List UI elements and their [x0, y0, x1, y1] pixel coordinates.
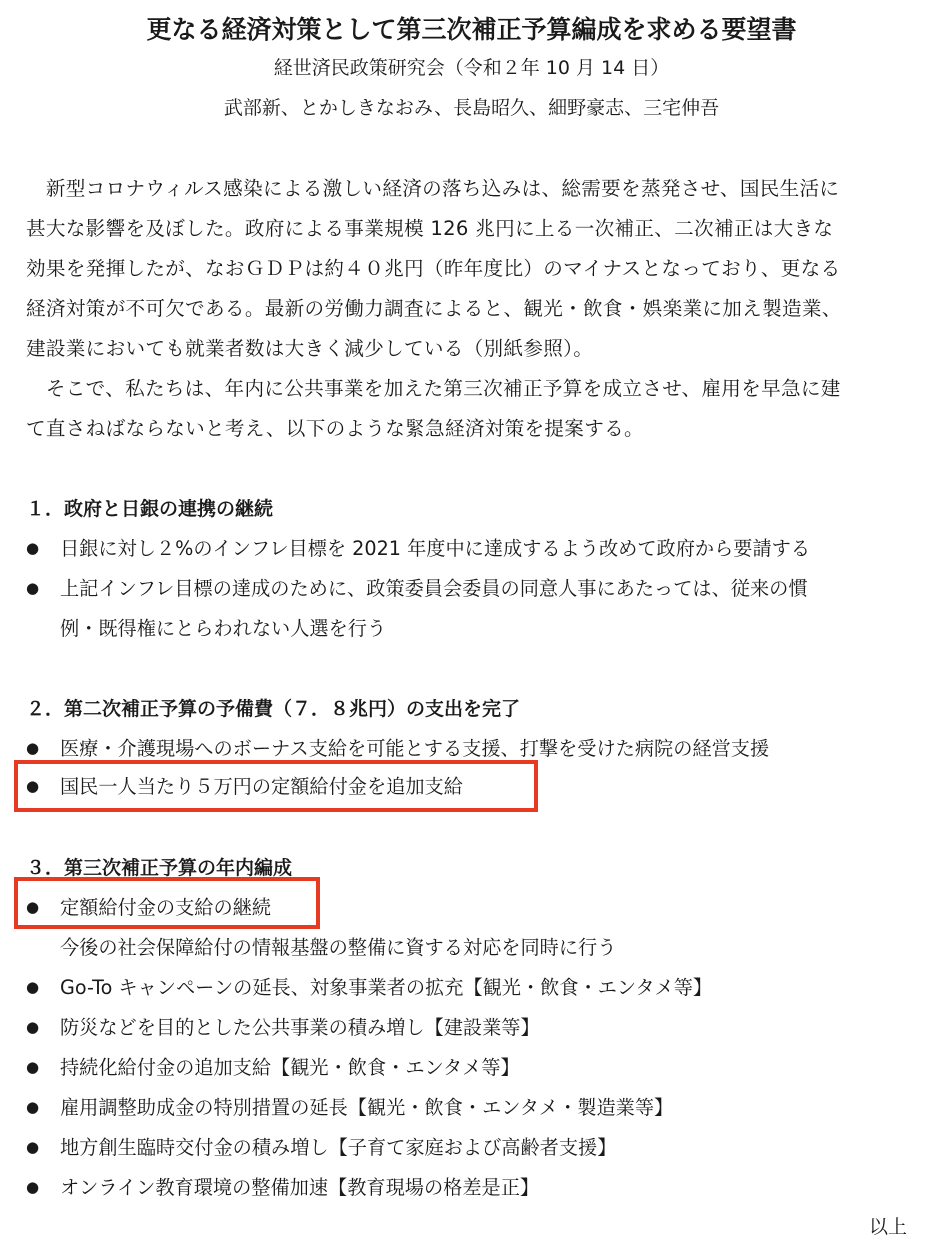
intro-line: そこで、私たちは、年内に公共事業を加えた第三次補正予算を成立させ、雇用を早急に建	[26, 377, 841, 400]
list-item	[26, 734, 769, 761]
section-heading-1: １．政府と日銀の連携の継続	[26, 498, 274, 520]
organization-date: 経世済民政策研究会（令和２年 10 月 14 日）	[273, 57, 670, 79]
list-item-continuation: 今後の社会保障給付の情報基盤の整備に資する対応を同時に行う	[60, 936, 617, 959]
list-item	[26, 1093, 673, 1120]
highlight-box	[14, 877, 320, 929]
list-item-text: Go-To キャンペーンの延長、対象事業者の拡充【観光・飲食・エンタメ等】	[60, 976, 713, 999]
list-item-text: 雇用調整助成金の特別措置の延長【観光・飲食・エンタメ・製造業等】	[60, 1096, 674, 1119]
authors: 武部新、とかしきなおみ、長島昭久、細野豪志、三宅伸吾	[223, 97, 720, 119]
highlight-box	[14, 760, 538, 812]
list-item-text: 医療・介護現場へのボーナス支給を可能とする支援、打撃を受けた病院の経営支援	[60, 737, 770, 760]
bullet-icon: ●	[26, 739, 40, 757]
section-heading-3: ３．第三次補正予算の年内編成	[26, 857, 293, 879]
list-item-text: 日銀に対し２%のインフレ目標を 2021 年度中に達成するよう改めて政府から要請する	[60, 537, 811, 560]
list-item-text: 防災などを目的とした公共事業の積み増し【建設業等】	[60, 1016, 540, 1039]
list-item	[26, 1133, 616, 1160]
bullet-icon: ●	[26, 579, 40, 597]
bullet-icon: ●	[26, 1138, 40, 1156]
list-item	[26, 574, 808, 601]
bullet-icon: ●	[26, 978, 40, 996]
bullet-icon: ●	[26, 1018, 40, 1036]
list-item	[26, 1173, 539, 1200]
intro-line: 建設業においても就業者数は大きく減少している（別紙参照）。	[26, 337, 594, 360]
intro-line: 経済対策が不可欠である。最新の労働力調査によると、観光・飲食・娯楽業に加え製造業、	[26, 297, 842, 320]
intro-line: 新型コロナウィルス感染による激しい経済の落ち込みは、総需要を蒸発させ、国民生活に	[26, 177, 840, 200]
intro-line: て直さねばならないと考え、以下のような緊急経済対策を提案する。	[26, 417, 644, 440]
list-item-text: 国民一人当たり５万円の定額給付金を追加支給	[60, 775, 463, 798]
document-title: 更なる経済対策として第三次補正予算編成を求める要望書	[146, 15, 797, 44]
closing-text: 以上	[868, 1216, 907, 1238]
list-item-text: 定額給付金の支給の継続	[60, 896, 272, 919]
list-item	[26, 1013, 540, 1040]
intro-line: 甚大な影響を及ぼした。政府による事業規模 126 兆円に上る一次補正、二次補正は大きな	[26, 217, 834, 240]
bullet-icon: ●	[26, 898, 40, 916]
bullet-icon: ●	[26, 1178, 40, 1196]
section-heading-2: ２．第二次補正予算の予備費（７．８兆円）の支出を完了	[26, 698, 521, 720]
list-item-continuation: 例・既得権にとらわれない人選を行う	[60, 617, 387, 640]
list-item	[26, 534, 810, 561]
list-item-text: 上記インフレ目標の達成のために、政策委員会委員の同意人事にあたっては、従来の慣	[60, 577, 808, 600]
list-item-text: 持続化給付金の追加支給【観光・飲食・エンタメ等】	[60, 1056, 520, 1079]
list-item	[26, 973, 712, 1000]
bullet-icon: ●	[26, 1058, 40, 1076]
bullet-icon: ●	[26, 777, 40, 795]
list-item-text: オンライン教育環境の整備加速【教育現場の格差是正】	[60, 1176, 540, 1199]
intro-line: 効果を発揮したが、なおＧＤＰは約４０兆円（昨年度比）のマイナスとなっており、更なる	[26, 257, 841, 280]
bullet-icon: ●	[26, 539, 40, 557]
list-item	[26, 1053, 520, 1080]
list-item-text: 地方創生臨時交付金の積み増し【子育て家庭および高齢者支援】	[60, 1136, 617, 1159]
bullet-icon: ●	[26, 1098, 40, 1116]
